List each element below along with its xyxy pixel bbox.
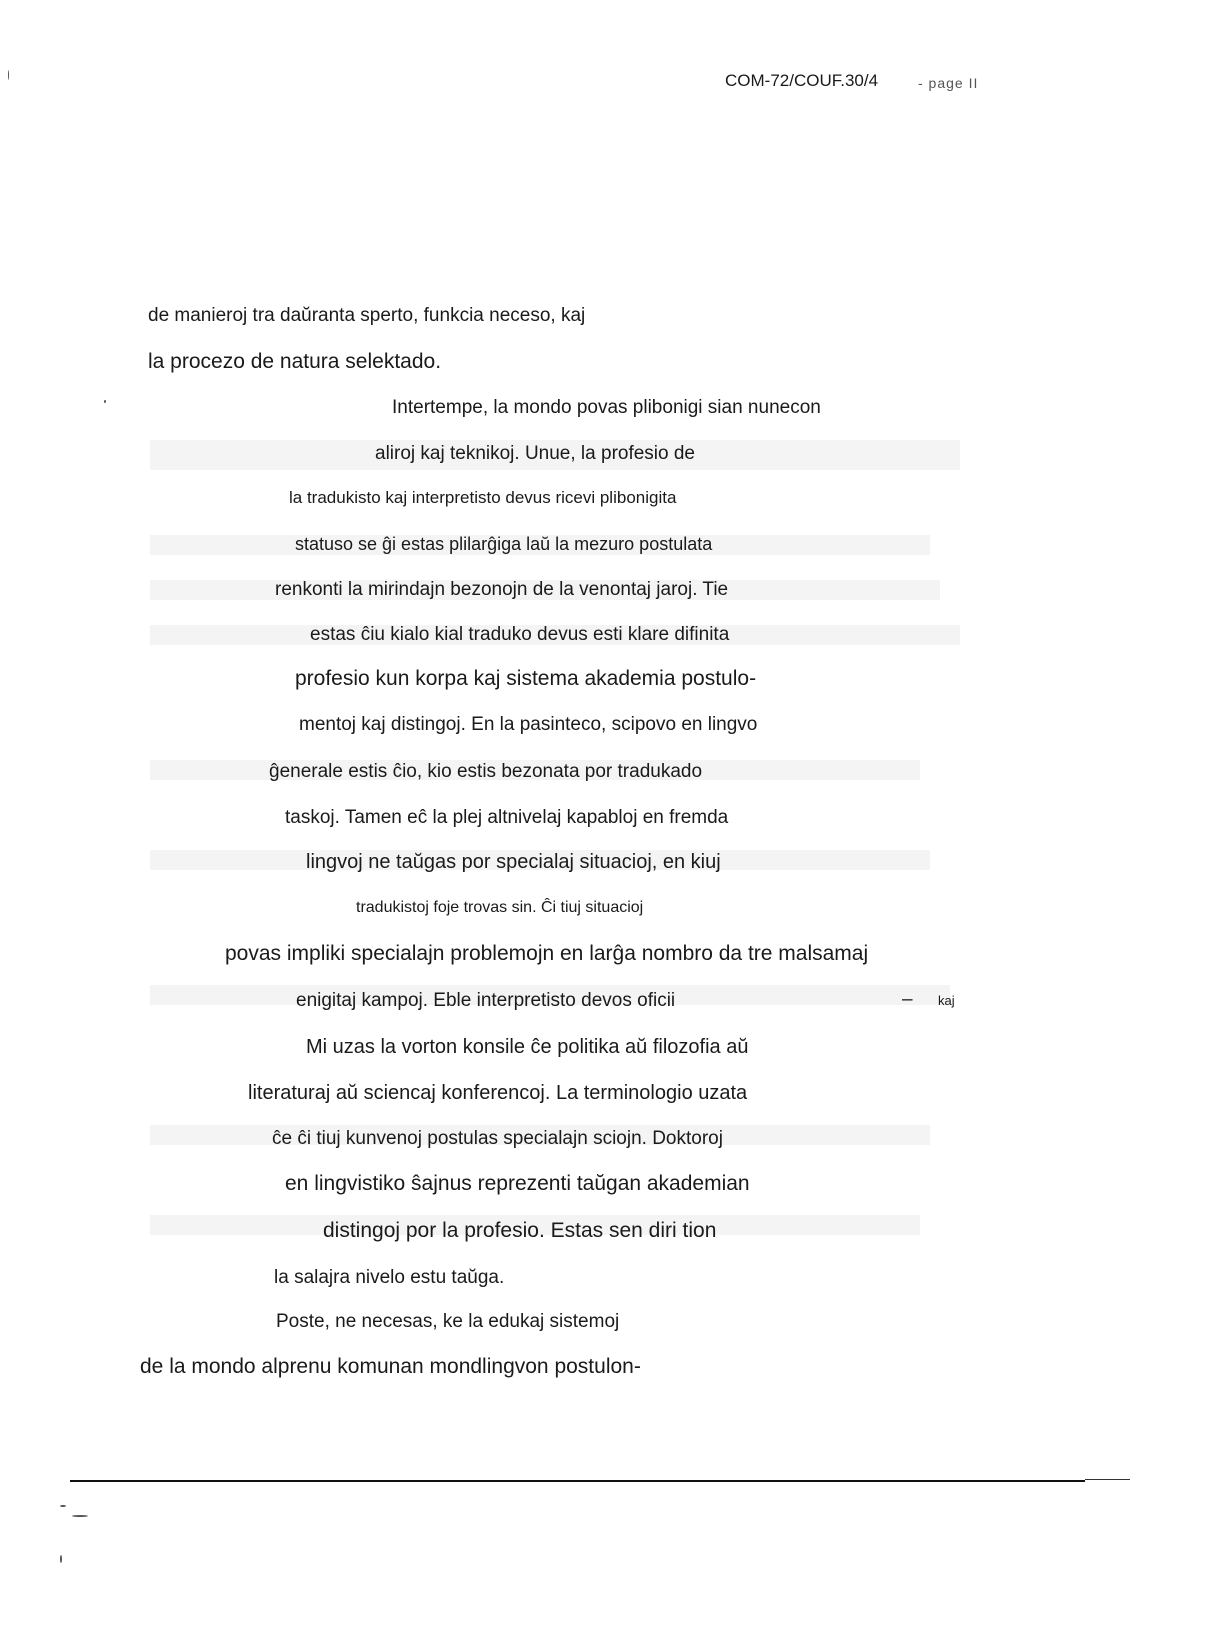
text-line: Mi uzas la vorton konsile ĉe politika aŭ filozofia aŭ xyxy=(306,1036,749,1058)
text-line: mentoj kaj distingoj. En la pasinteco, scipovo en lingvo xyxy=(299,714,758,735)
margin-dash: – xyxy=(902,989,913,1010)
text-line: estas ĉiu kialo kial traduko devus esti klare difinita xyxy=(310,624,730,645)
text-line: Intertempe, la mondo povas plibonigi sian nunecon xyxy=(392,397,821,418)
text-line: de la mondo alprenu komunan mondlingvon postulon- xyxy=(140,1355,641,1378)
text-line: en lingvistiko ŝajnus reprezenti taŭgan akademian xyxy=(285,1172,750,1195)
footer-rule-extension xyxy=(1085,1479,1130,1480)
text-line: literaturaj aŭ sciencaj konferencoj. La terminologio uzata xyxy=(248,1082,748,1104)
text-line: de manieroj tra daŭranta sperto, funkcia neceso, kaj xyxy=(148,305,586,326)
text-line: distingoj por la profesio. Estas sen diri tion xyxy=(323,1219,717,1242)
scan-speck xyxy=(8,70,9,80)
text-line: profesio kun korpa kaj sistema akademia postulo- xyxy=(295,667,757,690)
text-line: statuso se ĝi estas plilarĝiga laŭ la mezuro postulata xyxy=(295,534,713,554)
text-line: enigitaj kampoj. Eble interpretisto devos oficii xyxy=(296,990,676,1011)
scan-speck xyxy=(60,1505,66,1507)
page-marker: - page II xyxy=(918,75,979,91)
text-line: lingvoj ne taŭgas por specialaj situacioj, en kiuj xyxy=(306,851,721,873)
footer-rule xyxy=(70,1480,1085,1482)
text-line: ĝenerale estis ĉio, kio estis bezonata por tradukado xyxy=(269,761,703,782)
text-line: Poste, ne necesas, ke la edukaj sistemoj xyxy=(276,1311,620,1332)
text-line: renkonti la mirindajn bezonojn de la venontaj jaroj. Tie xyxy=(275,579,729,600)
margin-note: kaj xyxy=(938,993,955,1008)
scan-speck xyxy=(104,400,106,403)
text-line: aliroj kaj teknikoj. Unue, la profesio de xyxy=(375,443,696,464)
text-line: taskoj. Tamen eĉ la plej altnivelaj kapabloj en fremda xyxy=(285,807,729,828)
text-line: la procezo de natura selektado. xyxy=(148,350,442,373)
text-line: la tradukisto kaj interpretisto devus ricevi plibonigita xyxy=(289,488,677,507)
text-line: povas impliki specialajn problemojn en larĝa nombro da tre malsamaj xyxy=(225,942,869,965)
scan-speck xyxy=(60,1555,62,1563)
text-line: la salajra nivelo estu taŭga. xyxy=(274,1267,505,1288)
text-line: ĉe ĉi tiuj kunvenoj postulas specialajn sciojn. Doktoroj xyxy=(272,1128,723,1149)
document-reference: COM-72/COUF.30/4 xyxy=(725,71,879,90)
scan-speck xyxy=(72,1515,88,1517)
text-line: tradukistoj foje trovas sin. Ĉi tiuj situacioj xyxy=(356,899,644,916)
